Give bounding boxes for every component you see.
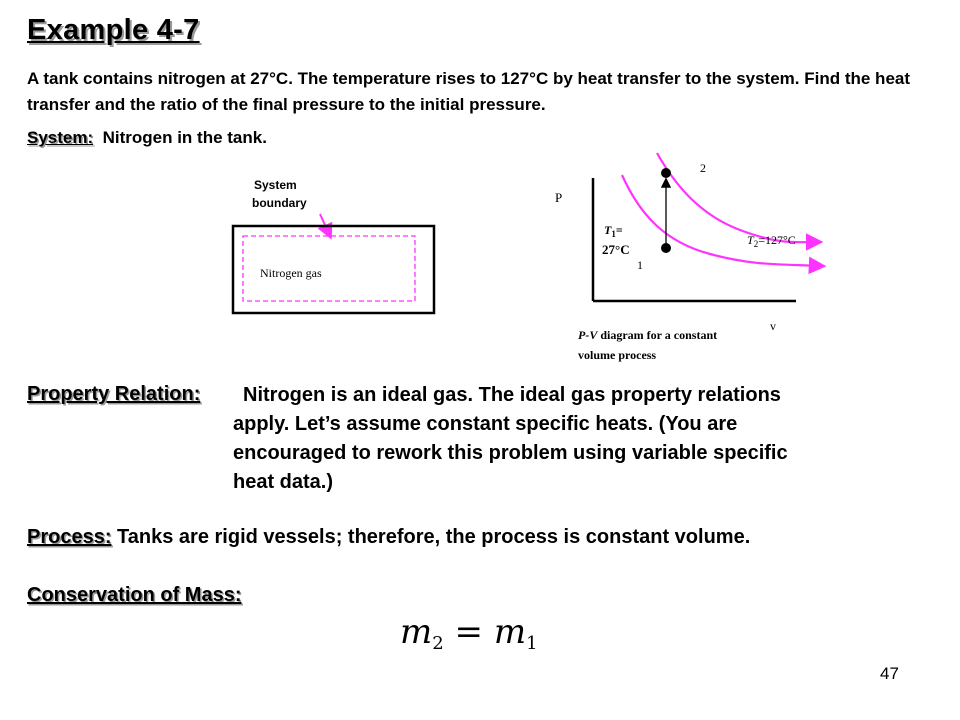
property-line-2: apply. Let’s assume constant specific heats. (You are xyxy=(233,413,738,435)
mass-equation xyxy=(400,612,538,654)
pv-caption-line-1 xyxy=(578,328,717,342)
t1-equals: = xyxy=(615,223,623,237)
slide-title: Example 4-7 xyxy=(27,14,200,46)
system-text: Nitrogen in the tank. xyxy=(102,128,267,147)
isotherm-t2 xyxy=(657,153,819,242)
t1-symbol: T xyxy=(604,223,612,237)
pv-diagram xyxy=(540,150,840,370)
pv-caption-rest: diagram for a constant xyxy=(597,328,718,342)
boundary-label-2: boundary xyxy=(252,196,307,210)
t2-value: =127°C xyxy=(758,233,796,247)
property-heading: Property Relation: xyxy=(27,383,201,405)
mass-heading: Conservation of Mass: xyxy=(27,584,242,606)
nitrogen-gas-label: Nitrogen gas xyxy=(260,266,322,280)
state-1-label: 1 xyxy=(637,258,643,272)
state-1-point xyxy=(661,243,671,253)
tank-diagram xyxy=(222,170,452,320)
process-line-text xyxy=(27,526,750,549)
system-heading: System: xyxy=(27,128,94,147)
eq-rhs-sub: 1 xyxy=(526,633,538,654)
system-line xyxy=(27,128,267,148)
eq-lhs: m xyxy=(400,612,433,652)
eq-rhs: m xyxy=(493,612,527,652)
problem-statement: A tank contains nitrogen at 27°C. The temperature rises to 127°C by heat transfer to the system. Find the heat transfer and the ratio of the final pressure to the initial pressure. xyxy=(27,69,911,114)
property-line-1: Nitrogen is an ideal gas. The ideal gas property relations xyxy=(243,384,781,406)
process-heading: Process: xyxy=(27,526,112,548)
eq-operator: = xyxy=(443,612,494,652)
v-axis-label: v xyxy=(770,319,776,333)
pv-caption-italic: P-V xyxy=(578,328,598,342)
t1-value: 27°C xyxy=(602,242,630,257)
boundary-label-1: System xyxy=(254,178,297,192)
t1-label xyxy=(604,223,623,239)
p-axis-label: P xyxy=(555,190,563,205)
t2-symbol: T xyxy=(747,233,754,247)
page-number: 47 xyxy=(880,664,899,683)
state-2-point xyxy=(661,168,671,178)
pv-caption-line-2: volume process xyxy=(578,348,657,362)
eq-lhs-sub: 2 xyxy=(432,633,444,654)
state-2-label: 2 xyxy=(700,161,706,175)
t2-subscript: 2 xyxy=(753,239,759,249)
property-heading-wrap xyxy=(27,383,200,406)
property-line-4: heat data.) xyxy=(233,471,334,493)
mass-heading-wrap xyxy=(27,584,241,607)
property-line-3: encouraged to rework this problem using variable specific xyxy=(233,442,788,464)
property-text xyxy=(233,381,923,497)
process-text: Tanks are rigid vessels; therefore, the process is constant volume. xyxy=(111,526,751,548)
t1-subscript: 1 xyxy=(611,229,616,239)
